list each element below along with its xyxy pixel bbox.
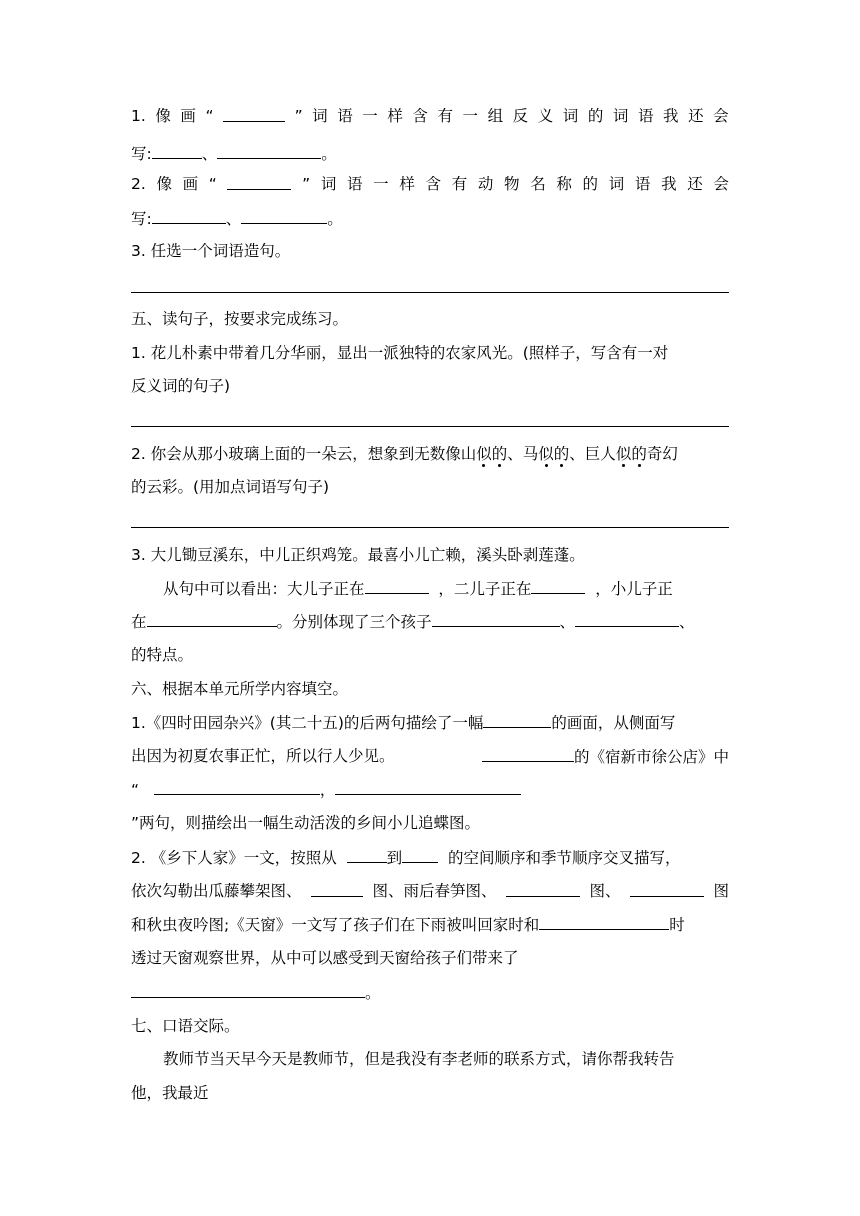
q6-i2-blank-d[interactable] xyxy=(539,914,669,930)
q5-s3-blank-3[interactable] xyxy=(147,611,277,627)
q5-s2-line1: 2. 你会从那小玻璃上面的一朵云，想象到无数像山似的、马似的、巨人似的奇幻 xyxy=(131,445,678,463)
q5-heading: 五、读句子，按要求完成练习。 xyxy=(131,310,349,328)
q4-item1-blank-word[interactable] xyxy=(223,106,285,122)
q6-i2-line2: 依次勾勒出瓜藤攀架图、 图、雨后春笋图、 图、 图 xyxy=(131,882,729,900)
q6-i2-blank-b[interactable] xyxy=(506,881,580,897)
q7-line1: 教师节当天早今天是教师节，但是我没有李老师的联系方式，请你帮我转告 xyxy=(163,1050,675,1068)
q6-i1-blank-verse2[interactable] xyxy=(335,779,521,795)
q4-item1-blank-b[interactable] xyxy=(217,143,321,159)
q5-s3-line1: 3. 大儿锄豆溪东，中儿正织鸡笼。最喜小儿亡赖，溪头卧剥莲蓬。 xyxy=(131,546,585,564)
q6-i2-blank-to[interactable] xyxy=(402,847,438,863)
q5-s3-blank-1[interactable] xyxy=(365,578,429,594)
q5-s3-blank-5[interactable] xyxy=(575,611,679,627)
q6-i2-line5: 。 xyxy=(131,982,381,1003)
q4-item1-line2: 写: 、 。 xyxy=(131,145,337,163)
q5-s3-line4: 的特点。 xyxy=(131,646,194,664)
dotted-char: 似 xyxy=(538,445,554,463)
dotted-char: 似 xyxy=(476,445,492,463)
q4-answer-line[interactable] xyxy=(131,292,729,293)
q7-heading: 七、口语交际。 xyxy=(131,1017,240,1035)
q4-item1-line1: 1. 像 画 “ ” 词 语 一 样 含 有 一 组 反 义 词 的 词 语 我 还 会 xyxy=(131,107,729,125)
q4-item3: 3. 任选一个词语造句。 xyxy=(131,242,291,260)
q4-item2-line1: 2. 像 画 “ ” 词 语 一 样 含 有 动 物 名 称 的 词 语 我 还 会 xyxy=(131,175,729,193)
q5-s3-line3: 在 。分别体现了三个孩子 、 、 xyxy=(131,613,695,631)
q4-item1-blank-a[interactable] xyxy=(152,143,202,159)
q6-heading: 六、根据本单元所学内容填空。 xyxy=(131,680,349,698)
q5-s3-line2: 从句中可以看出：大儿子正在 ，二儿子正在 ，小儿子正 xyxy=(163,580,673,598)
q6-i2-line1: 2. 《乡下人家》一文，按照从 到 的空间顺序和季节顺序交叉描写， xyxy=(131,849,681,867)
q5-s2-line2: 的云彩。(用加点词语写句子) xyxy=(131,478,330,496)
q5-s1-line1: 1. 花儿朴素中带着几分华丽，显出一派独特的农家风光。(照样子，写含有一对 xyxy=(131,344,669,362)
q4-item2-line2: 写: 、 。 xyxy=(131,210,343,228)
q6-i1-blank-verse1[interactable] xyxy=(154,779,320,795)
q6-i2-line3: 和秋虫夜吟图;《天窗》一文写了孩子们在下雨被叫回家时和 时 xyxy=(131,916,685,934)
q6-i1-blank-1[interactable] xyxy=(483,712,551,728)
q4-item2-num: 2. xyxy=(131,175,146,193)
q6-i2-blank-a[interactable] xyxy=(311,881,363,897)
q6-i2-blank-c[interactable] xyxy=(630,881,704,897)
q4-item2-blank-a[interactable] xyxy=(152,208,226,224)
q5-s1-line2: 反义词的句子) xyxy=(131,377,231,395)
q6-i2-line4: 透过天窗观察世界，从中可以感受到天窗给孩子们带来了 xyxy=(131,949,519,967)
dotted-char: 的 xyxy=(631,445,647,463)
q6-i1-blank-poet[interactable] xyxy=(482,746,574,762)
q6-i2-blank-e[interactable] xyxy=(131,982,365,998)
q4-item1-num: 1. xyxy=(131,107,146,125)
q5-s3-blank-4[interactable] xyxy=(432,611,560,627)
q4-item2-blank-word[interactable] xyxy=(227,174,291,190)
q5-s1-answer-line[interactable] xyxy=(131,426,729,427)
q6-i1-line2: 出因为初夏农事正忙，所以行人少见。 的《宿新市徐公店》中 xyxy=(131,747,729,766)
q7-line2: 他，我最近 xyxy=(131,1084,209,1102)
q6-i1-line4: ”两句，则描绘出一幅生动活泼的乡间小儿追蝶图。 xyxy=(131,814,481,832)
q6-i1-line3: “ ， xyxy=(131,779,521,800)
q6-i1-line1: 1.《四时田园杂兴》(其二十五)的后两句描绘了一幅 的画面，从侧面写 xyxy=(131,714,676,732)
q5-s2-answer-line[interactable] xyxy=(131,527,729,528)
q5-s3-blank-2[interactable] xyxy=(531,578,585,594)
dotted-char: 的 xyxy=(491,445,508,463)
q4-item2-blank-b[interactable] xyxy=(241,208,327,224)
q6-i2-blank-from[interactable] xyxy=(347,847,387,863)
dotted-char: 似 xyxy=(615,445,632,463)
dotted-char: 的 xyxy=(553,445,570,463)
